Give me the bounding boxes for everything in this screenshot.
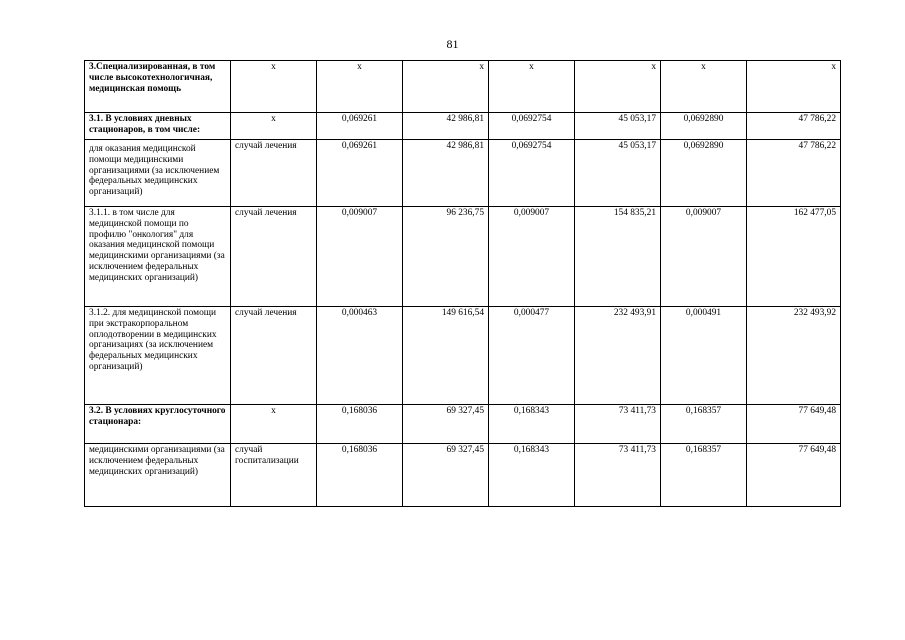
table-row — [85, 61, 841, 113]
cell-v1: 0,168036 — [317, 444, 403, 507]
cell-v4: 73 411,73 — [575, 405, 661, 444]
cell-v3: 0,168343 — [489, 405, 575, 444]
cell-v5: 0,168357 — [661, 405, 747, 444]
cell-v5: х — [661, 61, 747, 113]
cell-v2: 42 986,81 — [403, 113, 489, 140]
cell-v4: 73 411,73 — [575, 444, 661, 507]
cell-v5: 0,0692890 — [661, 140, 747, 207]
cell-v2: х — [403, 61, 489, 113]
cell-v6: х — [747, 61, 841, 113]
cell-v1: 0,009007 — [317, 207, 403, 307]
table-row — [85, 405, 841, 444]
cell-v1: 0,000463 — [317, 307, 403, 405]
cell-v6: 77 649,48 — [747, 405, 841, 444]
row-name: 3.1.2. для медицинской помощи при экстракорпоральном оплодотворении в медицинских организациях (за исключением федеральных медицинских организаций) — [85, 307, 231, 405]
cell-v5: 0,000491 — [661, 307, 747, 405]
row-unit: х — [231, 113, 317, 140]
table-row — [85, 307, 841, 405]
row-name: 3.1. В условиях дневных стационаров, в том числе: — [85, 113, 231, 140]
financing-table — [84, 60, 841, 507]
cell-v1: 0,168036 — [317, 405, 403, 444]
row-unit: случай госпитализации — [231, 444, 317, 507]
cell-v2: 69 327,45 — [403, 444, 489, 507]
table-row — [85, 113, 841, 140]
cell-v3: 0,168343 — [489, 444, 575, 507]
cell-v3: х — [489, 61, 575, 113]
cell-v1: х — [317, 61, 403, 113]
cell-v5: 0,009007 — [661, 207, 747, 307]
page-number: 81 — [446, 37, 459, 51]
cell-v3: 0,0692754 — [489, 140, 575, 207]
cell-v6: 232 493,92 — [747, 307, 841, 405]
row-name: для оказания медицинской помощи медицинскими организациями (за исключением федеральных медицинских организаций) — [85, 140, 231, 207]
cell-v4: 232 493,91 — [575, 307, 661, 405]
row-unit: х — [231, 61, 317, 113]
row-unit: случай лечения — [231, 307, 317, 405]
row-unit: х — [231, 405, 317, 444]
cell-v6: 47 786,22 — [747, 140, 841, 207]
table-row — [85, 444, 841, 507]
cell-v5: 0,168357 — [661, 444, 747, 507]
cell-v4: 154 835,21 — [575, 207, 661, 307]
cell-v1: 0,069261 — [317, 140, 403, 207]
table-row — [85, 207, 841, 307]
cell-v2: 96 236,75 — [403, 207, 489, 307]
cell-v6: 47 786,22 — [747, 113, 841, 140]
cell-v1: 0,069261 — [317, 113, 403, 140]
table-row — [85, 140, 841, 207]
cell-v4: х — [575, 61, 661, 113]
cell-v6: 77 649,48 — [747, 444, 841, 507]
cell-v2: 42 986,81 — [403, 140, 489, 207]
row-name: 3.Специализированная, в том числе высокотехнологичная, медицинская помощь — [85, 61, 231, 113]
cell-v3: 0,009007 — [489, 207, 575, 307]
row-name: 3.1.1. в том числе для медицинской помощи по профилю "онкология" для оказания медицинской помощи медицинскими организациями (за исключением федеральных медицинских организаций) — [85, 207, 231, 307]
cell-v2: 149 616,54 — [403, 307, 489, 405]
row-unit: случай лечения — [231, 140, 317, 207]
cell-v4: 45 053,17 — [575, 113, 661, 140]
row-name: 3.2. В условиях круглосуточного стационара: — [85, 405, 231, 444]
cell-v3: 0,000477 — [489, 307, 575, 405]
cell-v2: 69 327,45 — [403, 405, 489, 444]
cell-v3: 0,0692754 — [489, 113, 575, 140]
cell-v6: 162 477,05 — [747, 207, 841, 307]
row-name: медицинскими организациями (за исключением федеральных медицинских организаций) — [85, 444, 231, 507]
cell-v4: 45 053,17 — [575, 140, 661, 207]
row-unit: случай лечения — [231, 207, 317, 307]
cell-v5: 0,0692890 — [661, 113, 747, 140]
